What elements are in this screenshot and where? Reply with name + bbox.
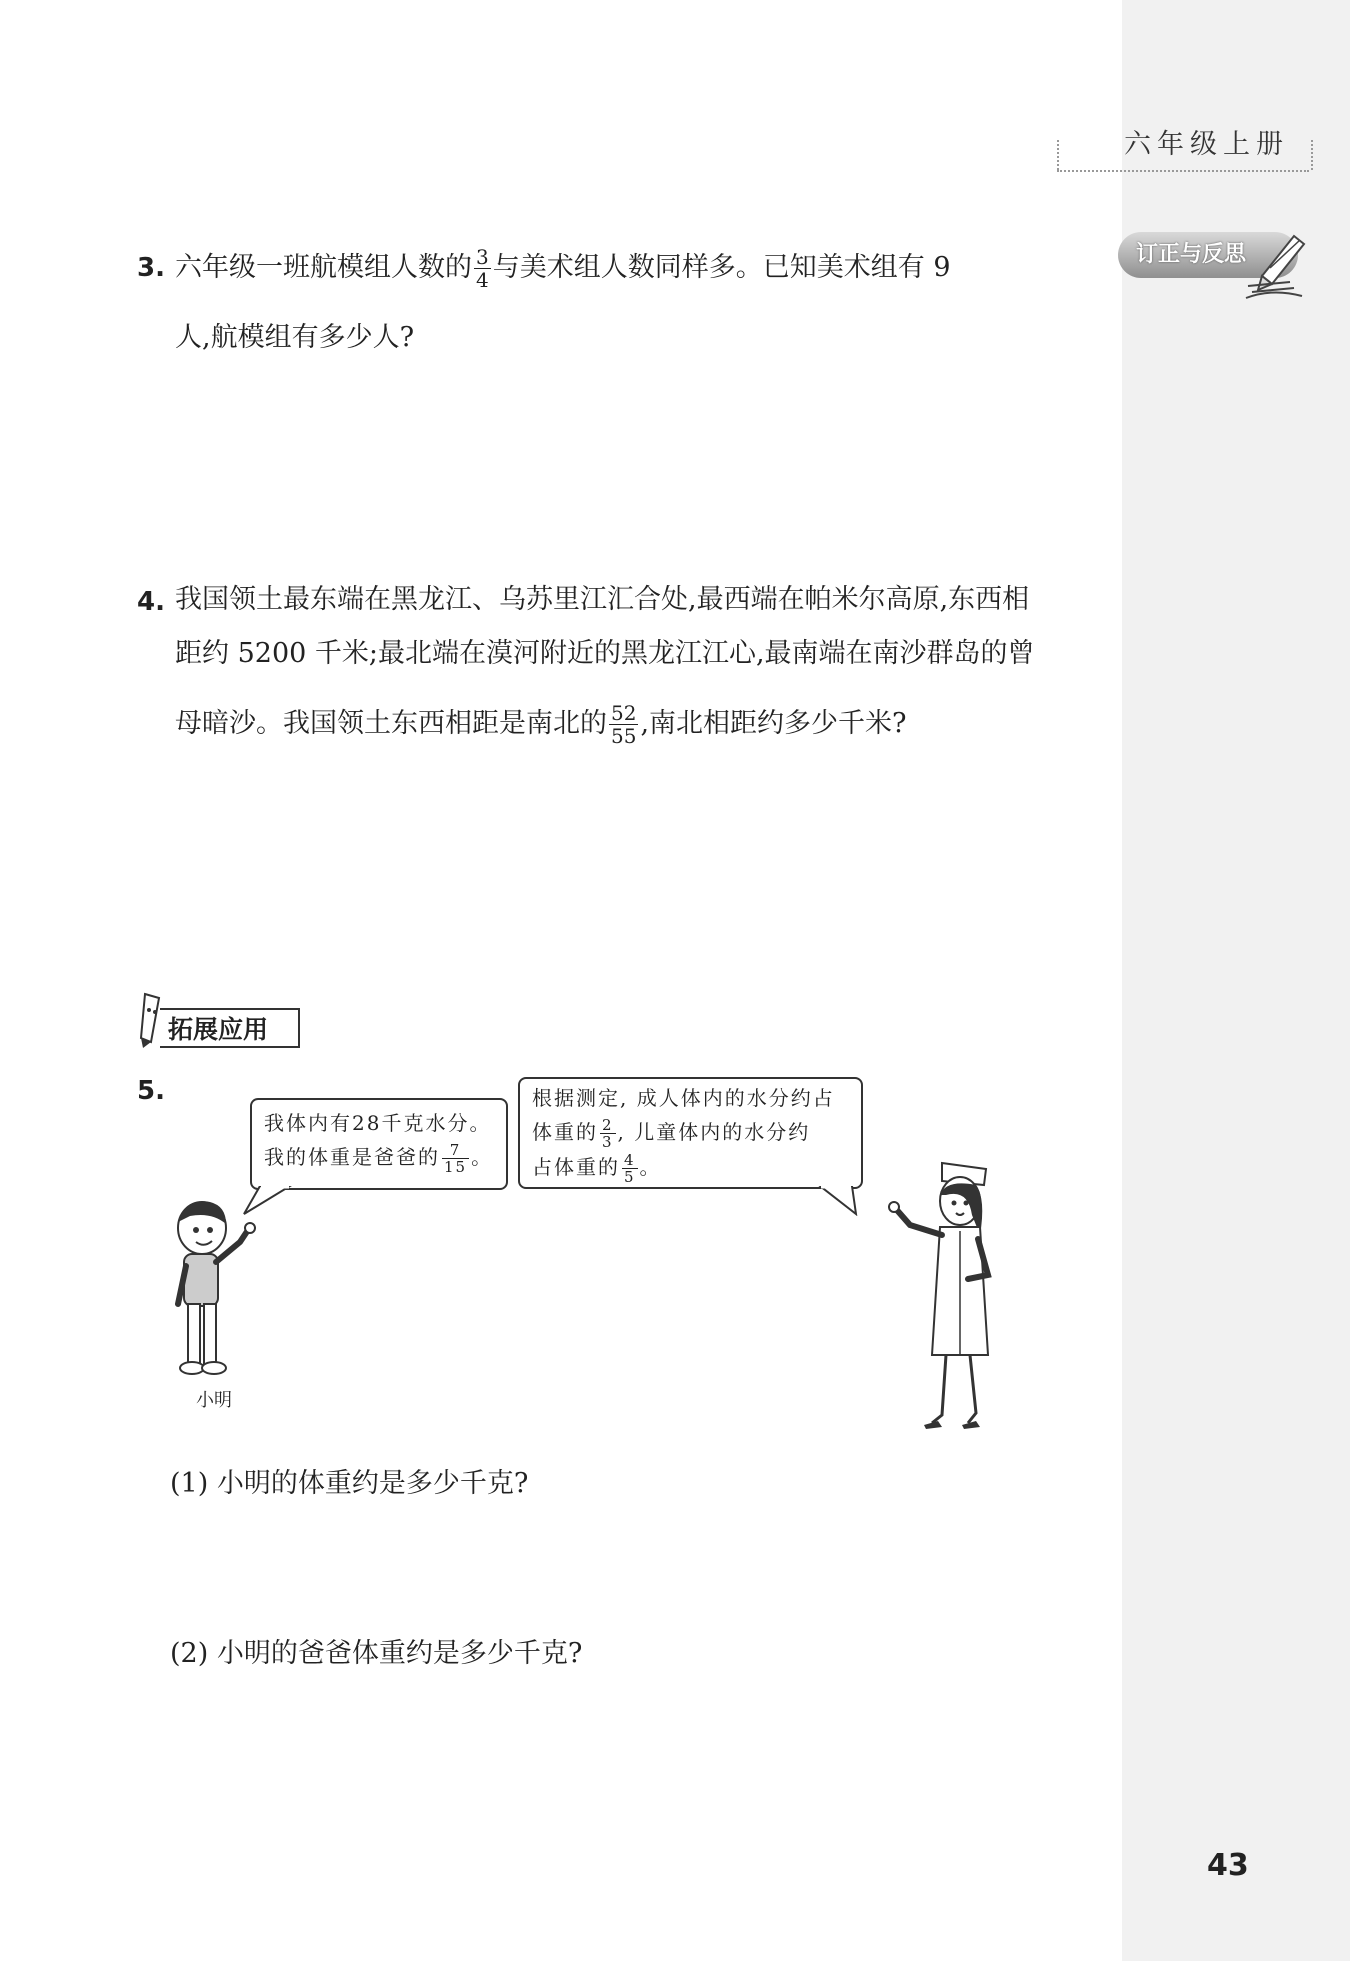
- boy-bubble-line2-pre: 我的体重是爸爸的: [264, 1145, 440, 1169]
- q4-number: 4.: [137, 587, 165, 617]
- boy-bubble-line2-post: 。: [471, 1145, 494, 1169]
- q3-fraction: [474, 246, 491, 291]
- nurse-illustration: [876, 1155, 1016, 1435]
- boy-bubble-line2: [264, 1140, 494, 1175]
- nurse-bubble-line3-pre: 占体重的: [532, 1155, 620, 1179]
- q3-line1: [175, 246, 951, 291]
- nurse-bubble-line2-pre: 体重的: [532, 1120, 598, 1144]
- q4-frac-num: 52: [611, 701, 637, 725]
- nurse-bubble-line2-post: , 儿童体内的水分约: [617, 1120, 811, 1144]
- q4-text-post: ,南北相距约多少千米?: [640, 708, 907, 739]
- boy-illustration: [160, 1196, 275, 1381]
- section-title: 拓展应用: [160, 1008, 300, 1048]
- q5-sub2: (2) 小明的爸爸体重约是多少千克?: [170, 1638, 583, 1669]
- nurse-frac1-den: 3: [602, 1133, 614, 1151]
- q3-line2: 人,航模组有多少人?: [175, 322, 415, 353]
- grade-label: 六年级上册: [1124, 129, 1289, 160]
- nurse-speech-bubble: [518, 1077, 863, 1189]
- boy-frac-den: 15: [444, 1158, 468, 1176]
- q4-text-pre: 母暗沙。我国领土东西相距是南北的: [175, 708, 607, 739]
- page-number: 43: [1207, 1848, 1249, 1883]
- q5-sub1: (1) 小明的体重约是多少千克?: [170, 1468, 529, 1499]
- correction-sidebar: [1122, 0, 1350, 1961]
- nurse-fraction-2: [622, 1152, 638, 1185]
- boy-speech-bubble: [250, 1098, 508, 1190]
- nurse-bubble-tail: [812, 1186, 872, 1216]
- nurse-frac2-den: 5: [624, 1168, 636, 1186]
- nurse-bubble-line3: [532, 1150, 849, 1185]
- boy-frac-num: 7: [442, 1142, 469, 1159]
- q4-frac-den: 55: [611, 724, 637, 748]
- nurse-frac1-num: 2: [602, 1116, 614, 1134]
- nurse-bubble-line2: [532, 1115, 849, 1150]
- pencil-icon: [1242, 226, 1312, 301]
- q3-text-post: 与美术组人数同样多。已知美术组有 9: [492, 252, 951, 283]
- q5-number: 5.: [137, 1076, 165, 1106]
- q3-frac-num: 3: [476, 245, 489, 269]
- q3-frac-den: 4: [476, 268, 489, 292]
- q4-line1: 我国领土最东端在黑龙江、乌苏里江汇合处,最西端在帕米尔高原,东西相: [175, 584, 1030, 615]
- correction-badge: 订正与反思: [1118, 232, 1298, 278]
- q4-line2: 距约 5200 千米;最北端在漠河附近的黑龙江江心,最南端在南沙群岛的曾: [175, 638, 1035, 669]
- nurse-bubble-line3-post: 。: [639, 1155, 662, 1179]
- q3-number: 3.: [137, 253, 165, 283]
- nurse-frac2-num: 4: [624, 1151, 636, 1169]
- q3-text-pre: 六年级一班航模组人数的: [175, 252, 472, 283]
- boy-bubble-line1: 我体内有28千克水分。: [264, 1111, 492, 1135]
- boy-bubble-fraction: [442, 1142, 469, 1175]
- q4-line3: [175, 702, 907, 747]
- q4-fraction: [609, 702, 638, 747]
- nurse-bubble-line1: 根据测定, 成人体内的水分约占: [532, 1086, 835, 1110]
- boy-name-label: 小明: [196, 1390, 232, 1411]
- nurse-fraction-1: [600, 1117, 616, 1150]
